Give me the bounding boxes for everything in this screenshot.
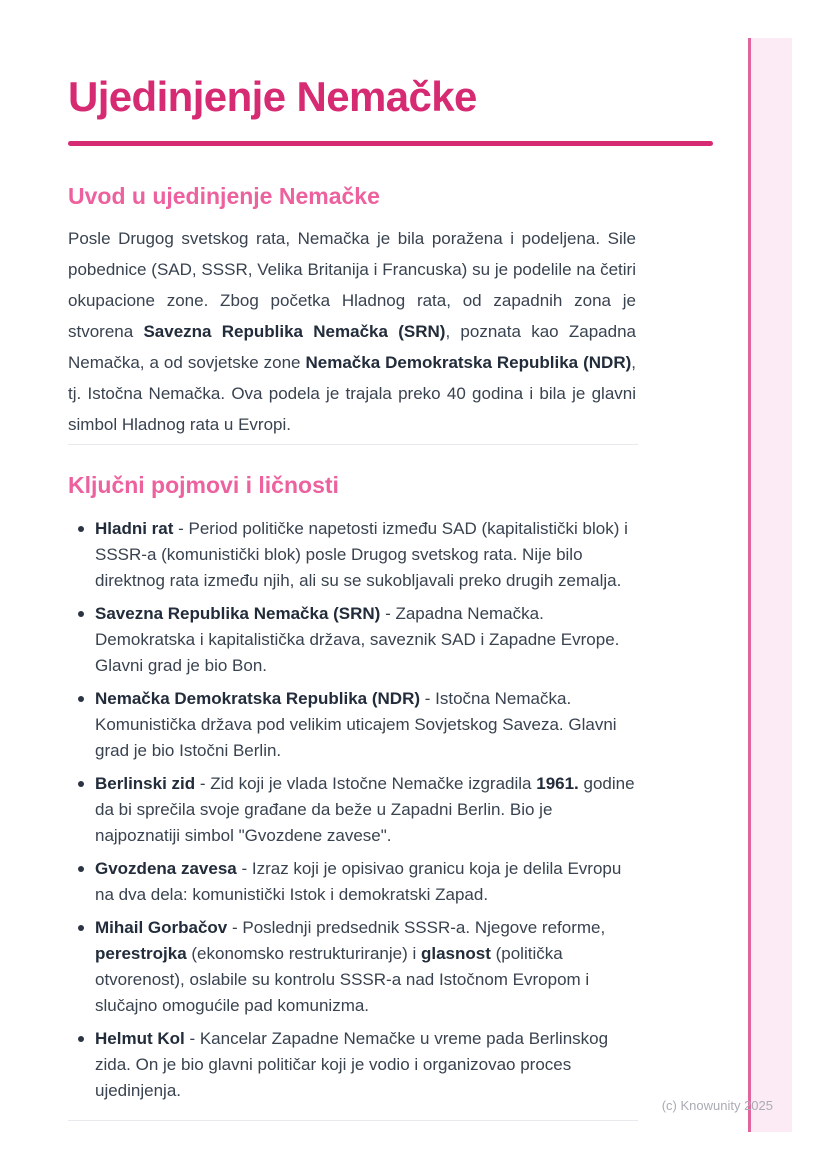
intro-paragraph: Posle Drugog svetskog rata, Nemačka je bila poražena i podeljena. Sile pobednice (SAD, SSSR, Velika Britanija i Francuska) su je podelile na četiri okupacione zone. Zbog početka Hladnog rata, od zapadnih zona je stvorena Savezna Republika Nemačka (SRN), poznata kao Zapadna Nemačka, a od sovjetske zone Nemačka Demokratska Republika (NDR), tj. Istočna Nemačka. Ova podela je trajala preko 40 godina i bila je glavni simbol Hladnog rata u Evropi. — [68, 229, 636, 435]
bullet-dot-icon — [78, 696, 84, 702]
list-item-text: Mihail Gorbačov - Poslednji predsednik SSSR-a. Njegove reforme, perestrojka (ekonomsko restrukturiranje) i glasnost (politička otvorenost), oslabile su kontrolu SSSR-a nad Istočnom Evropom i slučajno omogućile pad komunizma. — [95, 917, 606, 1015]
list-item-text: Berlinski zid - Zid koji je vlada Istočne Nemačke izgradila 1961. godine da bi sprečila svoje građane da beže u Zapadni Berlin. Bio je najpoznatiji simbol "Gvozdene zavese". — [95, 773, 635, 845]
list-item — [68, 516, 640, 594]
copyright-footer: (c) Knowunity 2025 — [661, 1098, 773, 1113]
terms-section-heading: Ključni pojmovi i ličnosti — [68, 472, 339, 499]
list-item-text: Nemačka Demokratska Republika (NDR) - Istočna Nemačka. Komunistička država pod velikim uticajem Sovjetskog Saveza. Glavni grad je bio Istočni Berlin. — [95, 688, 617, 760]
page-edge-stripe — [748, 38, 792, 1132]
list-item — [68, 856, 640, 908]
bullet-dot-icon — [78, 925, 84, 931]
bullet-dot-icon — [78, 781, 84, 787]
list-item — [68, 1026, 640, 1104]
document-body — [68, 73, 640, 1121]
bullet-dot-icon — [78, 611, 84, 617]
bullet-dot-icon — [78, 526, 84, 532]
page-title: Ujedinjenje Nemačke — [68, 73, 477, 120]
list-item-text: Helmut Kol - Kancelar Zapadne Nemačke u vreme pada Berlinskog zida. On je bio glavni političar koji je vodio i organizovao proces ujedinjenja. — [95, 1028, 609, 1100]
bottom-divider — [68, 1120, 638, 1121]
list-item — [68, 601, 640, 679]
intro-section-heading: Uvod u ujedinjenje Nemačke — [68, 183, 380, 209]
terms-list — [68, 516, 640, 1104]
bullet-dot-icon — [78, 866, 84, 872]
list-item — [68, 686, 640, 764]
list-item — [68, 771, 640, 849]
list-item-text: Hladni rat - Period političke napetosti između SAD (kapitalistički blok) i SSSR-a (komunistički blok) posle Drugog svetskog rata. Nije bilo direktnog rata između njih, ali su se sukobljavali preko drugih zemalja. — [95, 518, 628, 590]
section-divider — [68, 444, 638, 445]
list-item — [68, 915, 640, 1019]
list-item-text: Savezna Republika Nemačka (SRN) - Zapadna Nemačka. Demokratska i kapitalistička država, saveznik SAD i Zapadne Evrope. Glavni grad je bio Bon. — [95, 603, 620, 675]
bullet-dot-icon — [78, 1036, 84, 1042]
section-key-terms — [68, 472, 640, 1103]
section-intro — [68, 183, 640, 440]
list-item-text: Gvozdena zavesa - Izraz koji je opisivao granicu koja je delila Evropu na dva dela: komunistički Istok i demokratski Zapad. — [95, 858, 622, 904]
title-underline-rule — [68, 141, 713, 146]
